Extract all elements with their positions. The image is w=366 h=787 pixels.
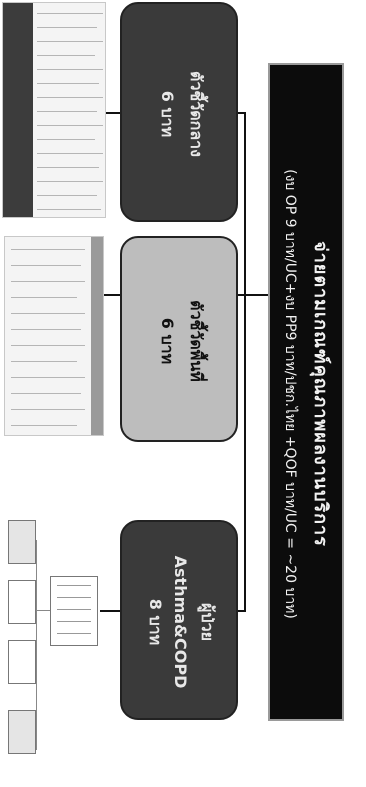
card-asthma-copd	[120, 520, 238, 720]
mini-connector-vertical	[36, 540, 37, 750]
mini-center-box	[50, 576, 98, 646]
card-asthma-subtitle: Asthma&COPD	[171, 555, 191, 689]
mini-box-4	[8, 710, 36, 754]
mini-connector-center	[37, 610, 50, 611]
card-area-indicator	[120, 236, 238, 442]
connector-main-to-tree	[244, 294, 268, 296]
thumbnail-area-indicator-table	[4, 236, 104, 436]
main-title: จ่ายตามเกณฑ์คุณภาพผลงานบริการ	[310, 241, 332, 547]
connector-vertical-trunk	[244, 112, 246, 612]
thumb-header-bar	[3, 3, 33, 218]
card-area-amount: 6 บาท	[158, 317, 177, 365]
card-area-title: ตัวชี้วัดพื้นที่	[187, 300, 206, 382]
card-central-title: ตัวชี้วัดกลาง	[187, 71, 206, 157]
main-header-box	[268, 63, 344, 721]
mini-box-1	[8, 520, 36, 564]
thumbnail-central-indicator-table	[2, 2, 106, 218]
card-asthma-amount: 8 บาท	[146, 598, 166, 646]
connector-card1-thumb	[104, 112, 120, 114]
mini-box-2	[8, 580, 36, 624]
connector-card2-thumb	[104, 294, 120, 296]
thumb-header-bar	[91, 237, 104, 436]
card-central-amount: 6 บาท	[158, 90, 177, 138]
connector-card3-mini	[100, 610, 120, 612]
card-central-indicator	[120, 2, 238, 222]
card-asthma-title: ผู้ป่วย	[198, 603, 218, 641]
main-subtitle: (งบ OP 9 บาท/UC+งบ PP9 บาท/ปชก.ไทย +QOF บาท/UC = ~20 บาท)	[282, 169, 299, 619]
mini-box-3	[8, 640, 36, 684]
